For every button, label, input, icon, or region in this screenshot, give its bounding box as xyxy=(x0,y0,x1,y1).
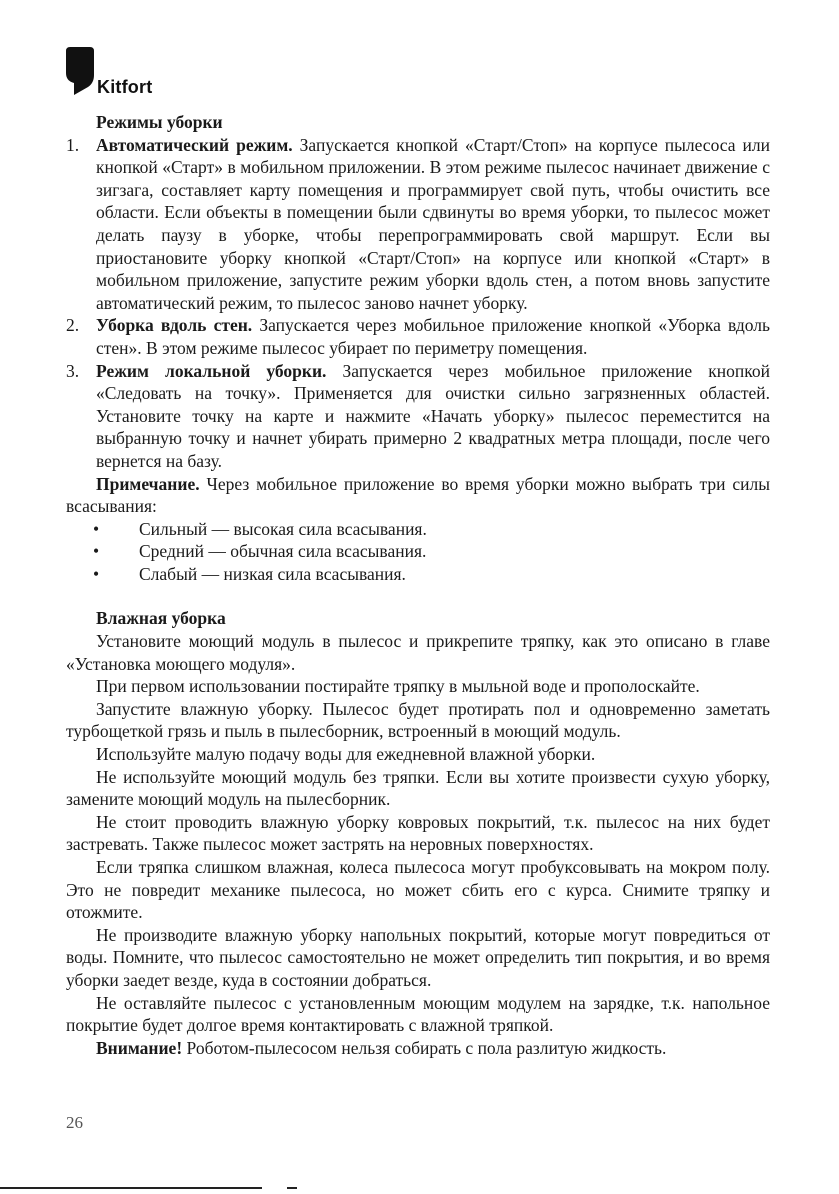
kitfort-logo xyxy=(64,47,174,103)
warning-text: Роботом-пылесосом нельзя собирать с пола разлитую жидкость. xyxy=(182,1037,667,1058)
note-paragraph xyxy=(66,473,770,518)
mode-number: 2. xyxy=(66,315,80,336)
list-item-text: Сильный — высокая сила всасывания. xyxy=(139,518,427,539)
mode-item xyxy=(66,134,770,315)
mode-number: 1. xyxy=(66,134,80,155)
paragraph: Если тряпка слишком влажная, колеса пылесоса могут пробуксовывать на мокром полу. Это не повредит механике пылесоса, но может сбить его с курса. Снимите тряпку и отожмите. xyxy=(66,857,770,923)
warning-label: Внимание! xyxy=(96,1037,183,1058)
mode-description: Запускается кнопкой «Старт/Стоп» на корпусе пылесоса или кнопкой «Старт» в мобильном приложении. В этом режиме пылесос начинает движение с зигзага, составляет карту помещения и программирует свой путь, чтобы очистить все области. Если объекты в помещении были сдвинуты во время уборки, то пылесос может делать паузу в уборке, чтобы перепрограммировать свой маршрут. Если вы приостановите уборку кнопкой «Старт/Стоп» на корпусе или кнопкой «Старт» в мобильном приложение, запустите режим уборки вдоль стен, а потом вновь запустите автоматический режим, то пылесос заново начнет уборку. xyxy=(96,134,770,313)
mode-description: Запускается через мобильное приложение кнопкой «Уборка вдоль стен». В этом режиме пылесос убирает по периметру помещения. xyxy=(96,315,770,358)
bullet: • xyxy=(93,563,100,584)
section-title-modes: Режимы уборки xyxy=(96,112,223,132)
list-item-text: Слабый — низкая сила всасывания. xyxy=(139,563,406,584)
section-title-wet: Влажная уборка xyxy=(96,608,226,629)
list-item-text: Средний — обычная сила всасывания. xyxy=(139,541,427,562)
warning-paragraph xyxy=(66,1037,770,1060)
paragraph: Установите моющий модуль в пылесос и прикрепите тряпку, как это описано в главе «Установка моющего модуля». xyxy=(66,631,770,674)
footer-rule-mark xyxy=(287,1187,297,1189)
footer-rule xyxy=(0,1187,262,1189)
note-text: Через мобильное приложение во время уборки можно выбрать три силы всасывания: xyxy=(66,473,770,517)
suction-levels-list xyxy=(66,518,770,586)
logo-text: Kitfort xyxy=(97,77,153,97)
page-number: 26 xyxy=(66,1113,83,1132)
bullet: • xyxy=(93,541,100,562)
paragraph: Не используйте моющий модуль без тряпки. Если вы хотите произвести сухую уборку, замените моющий модуль на пылесборник. xyxy=(66,766,770,810)
kitfort-logo-mark-icon xyxy=(64,47,94,95)
list-item xyxy=(66,540,770,563)
paragraph: Не оставляйте пылесос с установленным моющим модулем на зарядке, т.к. напольное покрытие будет долгое время контактировать с влажной тряпкой. xyxy=(66,992,770,1036)
mode-number: 3. xyxy=(66,360,80,381)
paragraph: Используйте малую подачу воды для ежедневной влажной уборки. xyxy=(96,744,596,765)
mode-name: Автоматический режим. xyxy=(96,134,293,155)
bullet: • xyxy=(93,518,100,539)
page-content xyxy=(66,111,770,1059)
mode-item xyxy=(66,360,770,473)
modes-list xyxy=(66,134,770,473)
note-label: Примечание. xyxy=(96,473,200,494)
paragraph: Не стоит проводить влажную уборку ковровых покрытий, т.к. пылесос на них будет застревать. Также пылесос может застрять на неровных поверхностях. xyxy=(66,811,770,855)
list-item xyxy=(66,518,770,541)
mode-item xyxy=(66,314,770,359)
mode-name: Режим локальной уборки. xyxy=(96,360,327,381)
list-item xyxy=(66,563,770,586)
mode-description: Запускается через мобильное приложение кнопкой «Следовать на точку». Применяется для очистки сильно загрязненных областей. Установите точку на карте и нажмите «Начать уборку» пылесос переместится на выбранную точку и начнет убирать примерно 2 квадратных метра площади, после чего вернется на базу. xyxy=(96,360,770,471)
paragraph: Не производите влажную уборку напольных покрытий, которые могут повредиться от воды. Помните, что пылесос самостоятельно не может определить тип покрытия, и во время уборки заедет везде, куда в состоянии добраться. xyxy=(66,924,770,990)
paragraph: Запустите влажную уборку. Пылесос будет протирать пол и одновременно заметать турбощеткой грязь и пыль в пылесборник, встроенный в моющий модуль. xyxy=(66,698,770,742)
paragraph: При первом использовании постирайте тряпку в мыльной воде и прополоскайте. xyxy=(96,676,700,697)
mode-name: Уборка вдоль стен. xyxy=(96,315,253,336)
